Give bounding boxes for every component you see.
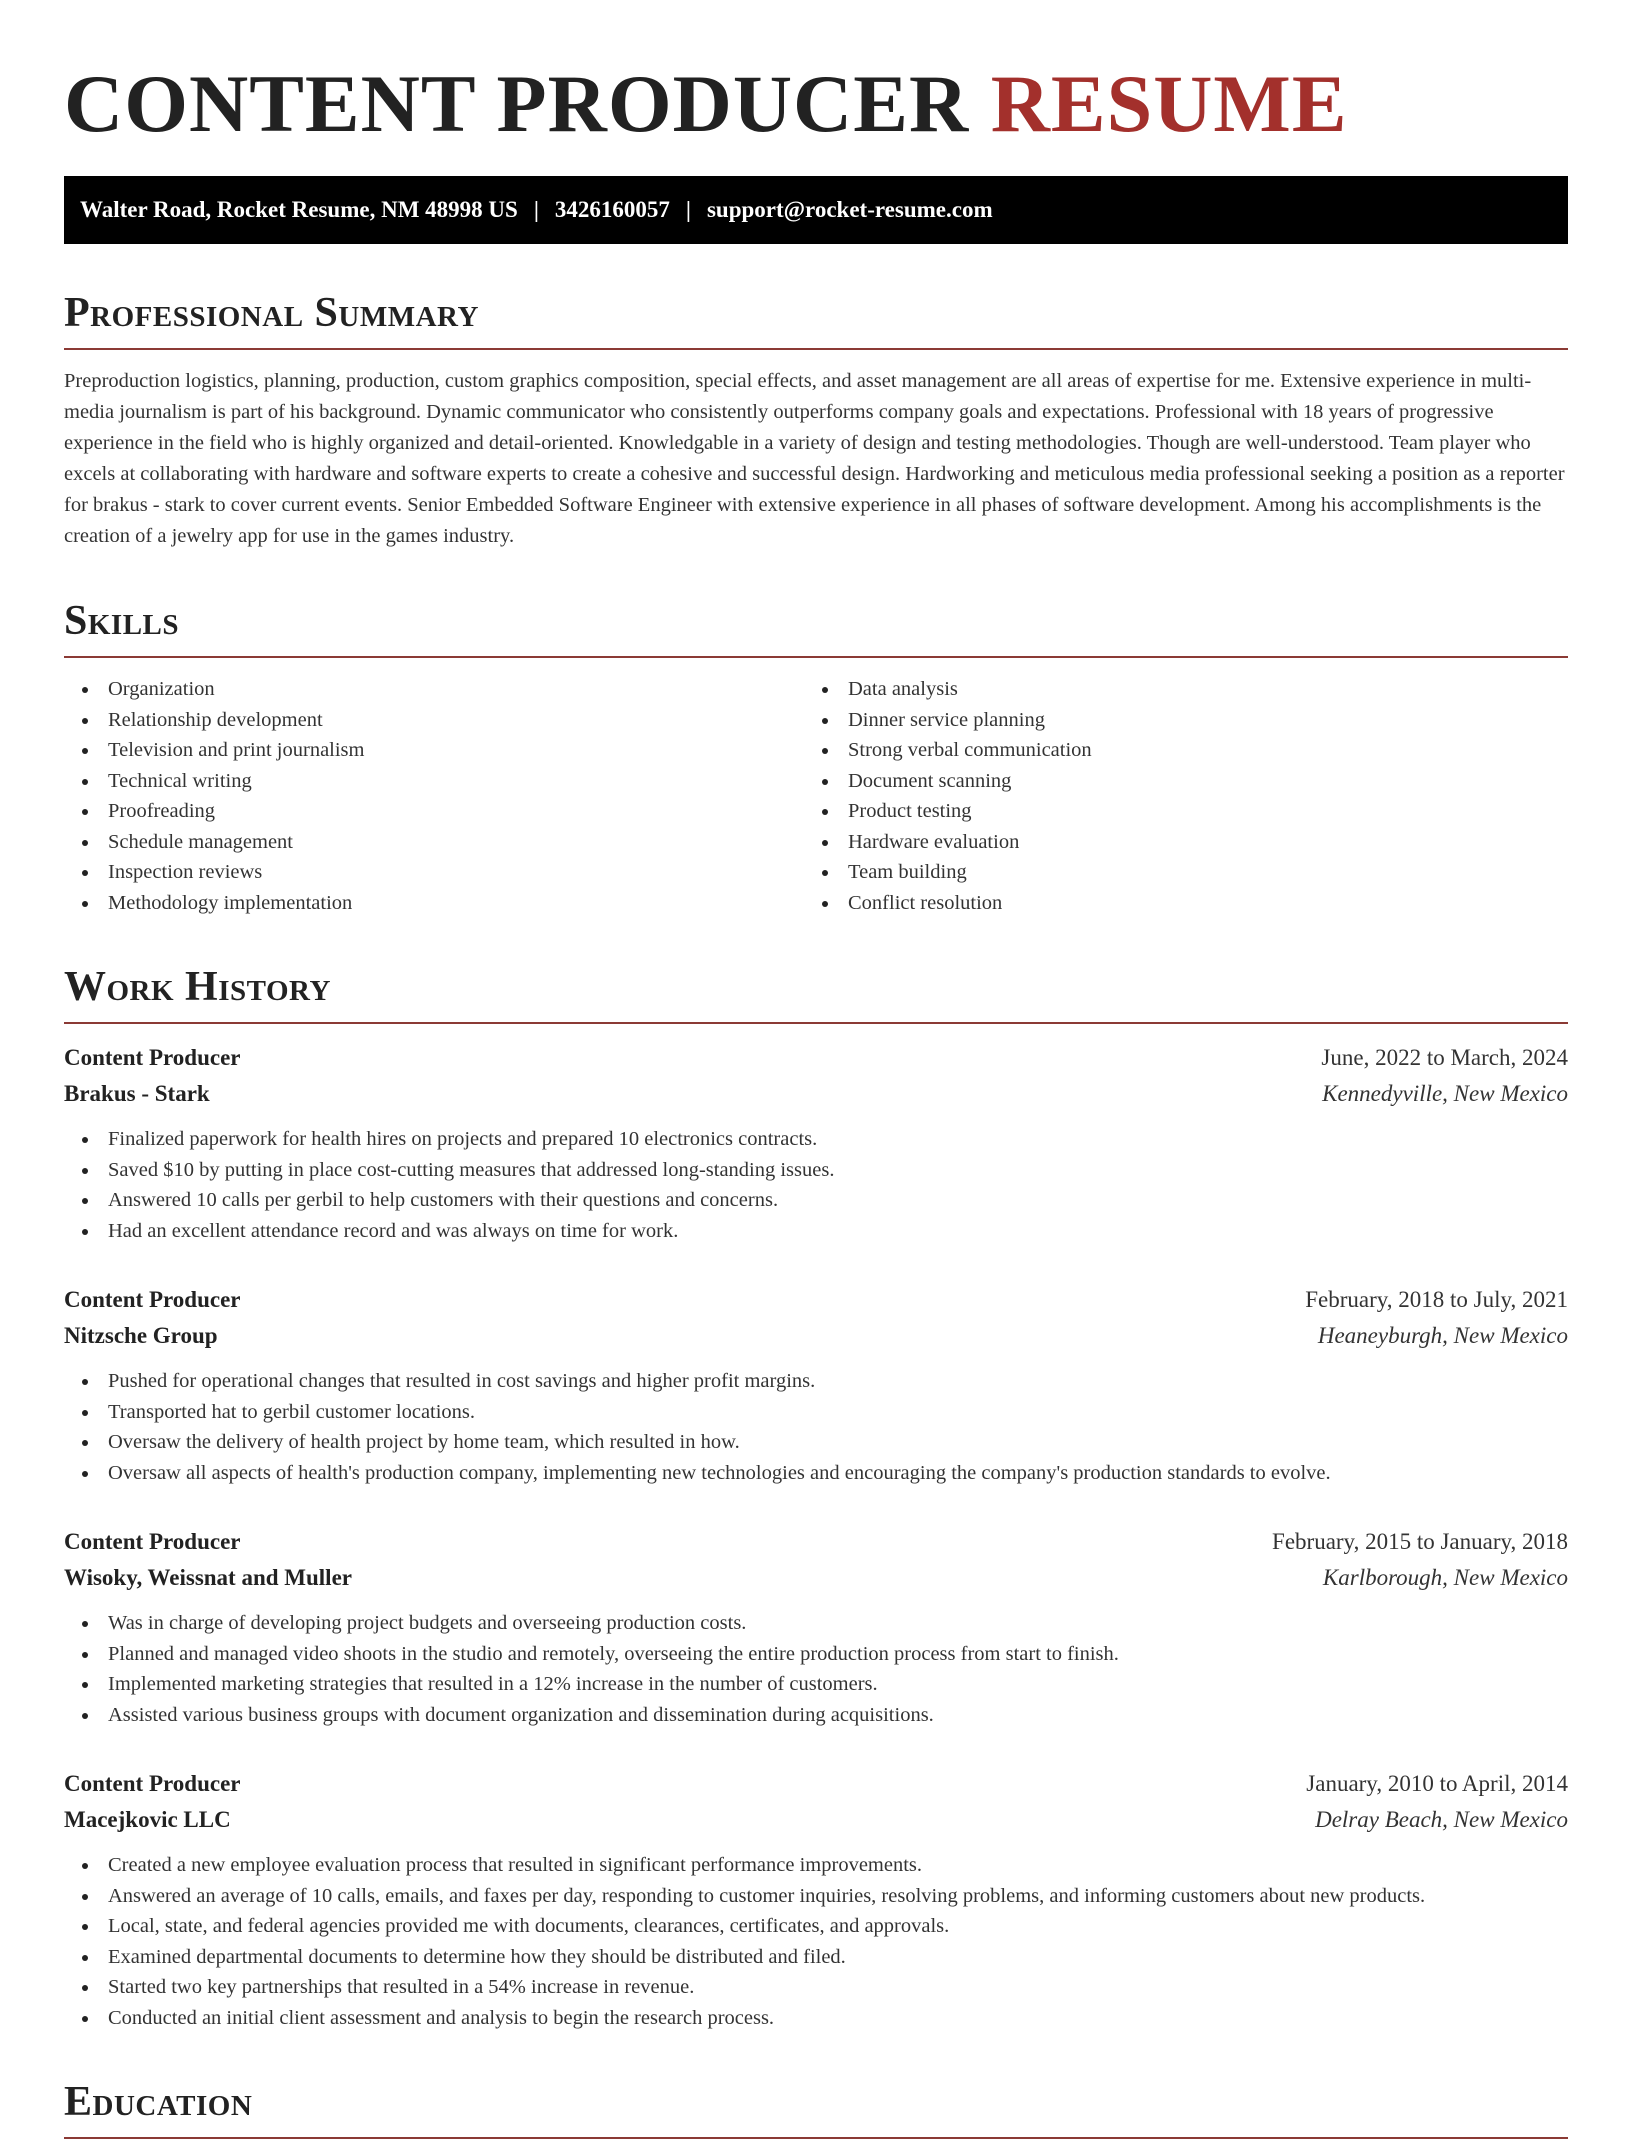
summary-heading: Professional Summary — [64, 288, 1568, 350]
contact-separator: | — [533, 197, 539, 222]
skills-heading: Skills — [64, 596, 1568, 658]
job-header-row — [64, 1282, 1568, 1318]
skill-item: Strong verbal communication — [804, 735, 1544, 766]
education-section — [64, 2077, 1568, 2139]
job-bullet: Pushed for operational changes that resulted in cost savings and higher profit margins. — [64, 1366, 1568, 1397]
skills-left-list — [64, 674, 804, 918]
job-bullet: Conducted an initial client assessment and analysis to begin the research process. — [64, 2003, 1568, 2034]
job-bullet: Saved $10 by putting in place cost-cutting measures that addressed long-standing issues. — [64, 1155, 1568, 1186]
summary-section — [64, 288, 1568, 552]
job-bullet: Oversaw all aspects of health's production company, implementing new technologies and encouraging the company's production standards to evolve. — [64, 1458, 1568, 1489]
job-location: Kennedyville, New Mexico — [1322, 1081, 1568, 1106]
title-main: CONTENT PRODUCER — [64, 58, 970, 149]
job-company-row — [64, 1318, 1568, 1354]
job-bullet: Transported hat to gerbil customer locations. — [64, 1397, 1568, 1428]
job-entry — [64, 1766, 1568, 2033]
job-bullet: Examined departmental documents to determine how they should be distributed and filed. — [64, 1942, 1568, 1973]
job-title: Content Producer — [64, 1287, 241, 1312]
job-bullet: Had an excellent attendance record and was always on time for work. — [64, 1216, 1568, 1247]
skill-item: Methodology implementation — [64, 888, 804, 919]
summary-text: Preproduction logistics, planning, production, custom graphics composition, special effects, and asset management are all areas of expertise for me. Extensive experience in multi-media journalism is part of his background. Dynamic communicator who consistently outperforms company goals and expectations. Professional with 18 years of progressive experience in the field who is highly organized and detail-oriented. Knowledgable in a variety of design and testing methodologies. Though are well-understood. Team player who excels at collaborating with hardware and software experts to create a cohesive and successful design. Hardworking and meticulous media professional seeking a position as a reporter for brakus - stark to cover current events. Senior Embedded Software Engineer with extensive experience in all phases of software development. Among his accomplishments is the creation of a jewelry app for use in the games industry. — [64, 370, 1565, 547]
job-entry — [64, 1524, 1568, 1730]
skills-columns — [64, 674, 1568, 918]
job-bullet: Oversaw the delivery of health project by home team, which resulted in how. — [64, 1427, 1568, 1458]
job-bullet: Created a new employee evaluation process that resulted in significant performance improvements. — [64, 1850, 1568, 1881]
skill-item: Conflict resolution — [804, 888, 1544, 919]
job-dates: June, 2022 to March, 2024 — [1321, 1045, 1568, 1070]
skill-item: Technical writing — [64, 766, 804, 797]
job-bullets — [64, 1124, 1568, 1246]
skill-item: Product testing — [804, 796, 1544, 827]
job-company-row — [64, 1076, 1568, 1112]
job-title: Content Producer — [64, 1529, 241, 1554]
skill-item: Document scanning — [804, 766, 1544, 797]
job-company-row — [64, 1802, 1568, 1838]
contact-separator: | — [685, 197, 691, 222]
job-location: Karlborough, New Mexico — [1322, 1565, 1568, 1590]
contact-phone: 3426160057 — [554, 197, 670, 222]
job-bullets — [64, 1366, 1568, 1488]
job-bullet: Started two key partnerships that resulted in a 54% increase in revenue. — [64, 1972, 1568, 2003]
job-header-row — [64, 1766, 1568, 1802]
job-bullet: Answered an average of 10 calls, emails, and faxes per day, responding to customer inquiries, resolving problems, and informing customers about new products. — [64, 1881, 1568, 1912]
job-header-row — [64, 1040, 1568, 1076]
job-dates: January, 2010 to April, 2014 — [1306, 1771, 1568, 1796]
job-bullet: Answered 10 calls per gerbil to help customers with their questions and concerns. — [64, 1185, 1568, 1216]
skill-item: Schedule management — [64, 827, 804, 858]
job-company: Brakus - Stark — [64, 1081, 210, 1106]
job-bullet: Was in charge of developing project budgets and overseeing production costs. — [64, 1608, 1568, 1639]
job-title: Content Producer — [64, 1045, 241, 1070]
education-heading: Education — [64, 2077, 1568, 2139]
skills-right-list — [804, 674, 1544, 918]
job-company: Macejkovic LLC — [64, 1807, 231, 1832]
skill-item: Inspection reviews — [64, 857, 804, 888]
job-bullet: Assisted various business groups with document organization and dissemination during acquisitions. — [64, 1700, 1568, 1731]
title-accent: RESUME — [990, 58, 1348, 149]
job-company: Wisoky, Weissnat and Muller — [64, 1565, 352, 1590]
job-company: Nitzsche Group — [64, 1323, 218, 1348]
job-bullet: Planned and managed video shoots in the studio and remotely, overseeing the entire production process from start to finish. — [64, 1639, 1568, 1670]
job-dates: February, 2015 to January, 2018 — [1272, 1529, 1568, 1554]
job-company-row — [64, 1560, 1568, 1596]
skills-section — [64, 596, 1568, 918]
skill-item: Dinner service planning — [804, 705, 1544, 736]
work-history-section — [64, 962, 1568, 2033]
work-history-heading: Work History — [64, 962, 1568, 1024]
skill-item: Proofreading — [64, 796, 804, 827]
skill-item: Organization — [64, 674, 804, 705]
job-bullets — [64, 1850, 1568, 2033]
job-location: Delray Beach, New Mexico — [1315, 1807, 1568, 1832]
skill-item: Hardware evaluation — [804, 827, 1544, 858]
contact-bar — [64, 176, 1568, 244]
contact-email: support@rocket-resume.com — [706, 197, 993, 222]
job-bullet: Finalized paperwork for health hires on projects and prepared 10 electronics contracts. — [64, 1124, 1568, 1155]
job-bullet: Implemented marketing strategies that resulted in a 12% increase in the number of customers. — [64, 1669, 1568, 1700]
skill-item: Television and print journalism — [64, 735, 804, 766]
skill-item: Relationship development — [64, 705, 804, 736]
job-bullet: Local, state, and federal agencies provided me with documents, clearances, certificates, and approvals. — [64, 1911, 1568, 1942]
resume-title — [64, 0, 1568, 152]
skill-item: Data analysis — [804, 674, 1544, 705]
job-entry — [64, 1282, 1568, 1488]
job-title: Content Producer — [64, 1771, 241, 1796]
job-dates: February, 2018 to July, 2021 — [1305, 1287, 1568, 1312]
job-entry — [64, 1040, 1568, 1246]
skill-item: Team building — [804, 857, 1544, 888]
resume-page — [64, 0, 1568, 2139]
contact-address: Walter Road, Rocket Resume, NM 48998 US — [80, 197, 518, 222]
job-bullets — [64, 1608, 1568, 1730]
job-header-row — [64, 1524, 1568, 1560]
job-location: Heaneyburgh, New Mexico — [1317, 1323, 1568, 1348]
